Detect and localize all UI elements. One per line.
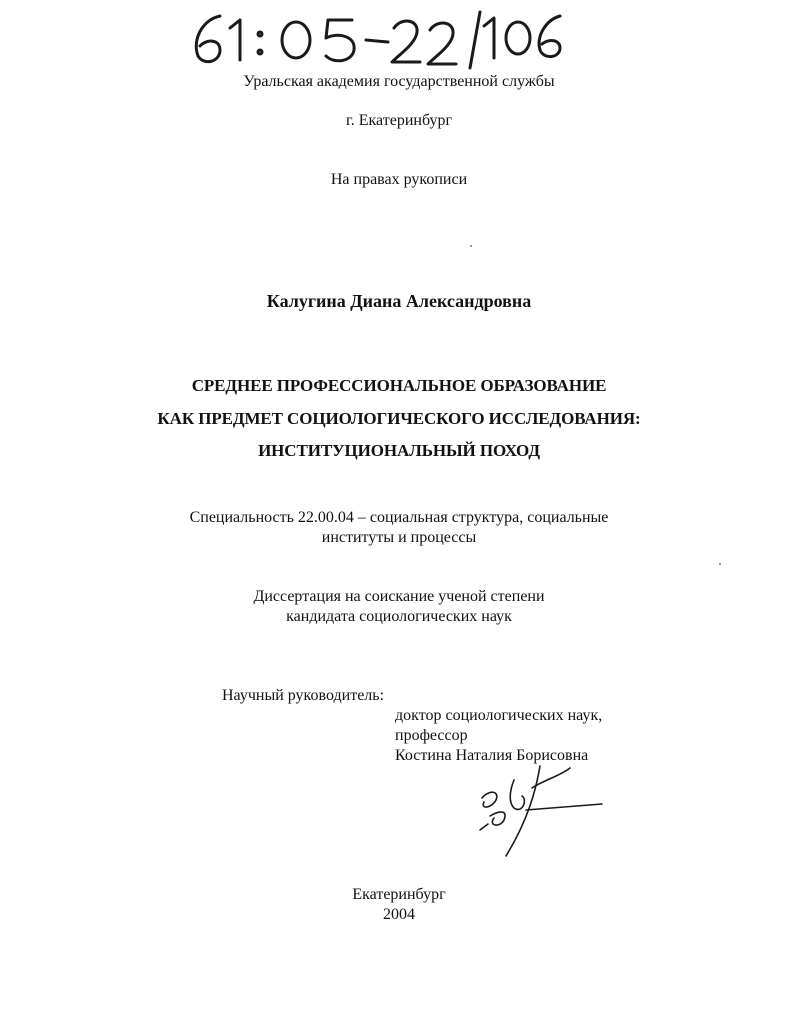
supervisor-rank: профессор <box>395 727 468 744</box>
scan-speck <box>470 245 472 247</box>
dissertation-title-line-3: ИНСТИТУЦИОНАЛЬНЫЙ ПОХОД <box>258 441 540 460</box>
supervisor-degree: доктор социологических наук, <box>395 707 603 724</box>
specialty-line-1: Специальность 22.00.04 – социальная структура, социальные <box>189 509 609 526</box>
degree-line-2: кандидата социологических наук <box>286 608 512 625</box>
dissertation-title-line-1: СРЕДНЕЕ ПРОФЕССИОНАЛЬНОЕ ОБРАЗОВАНИЕ <box>191 376 607 395</box>
dissertation-title-line-2: КАК ПРЕДМЕТ СОЦИОЛОГИЧЕСКОГО ИССЛЕДОВАНИЯ: <box>157 409 641 428</box>
degree-line-1: Диссертация на соискание ученой степени <box>253 588 545 605</box>
supervisor-name: Костина Наталия Борисовна <box>395 747 589 764</box>
specialty-line-2: институты и процессы <box>321 529 477 546</box>
institution-name: Уральская академия государственной службы <box>243 73 555 90</box>
handwritten-archive-code <box>180 8 580 68</box>
footer-city: Екатеринбург <box>352 886 446 903</box>
author-name: Калугина Диана Александровна <box>266 291 532 311</box>
scan-speck <box>719 563 721 565</box>
handwritten-signature <box>470 760 620 860</box>
manuscript-note: На правах рукописи <box>330 171 468 188</box>
city-header: г. Екатеринбург <box>345 112 453 129</box>
footer-year: 2004 <box>383 906 415 923</box>
supervisor-label: Научный руководитель: <box>222 687 385 704</box>
